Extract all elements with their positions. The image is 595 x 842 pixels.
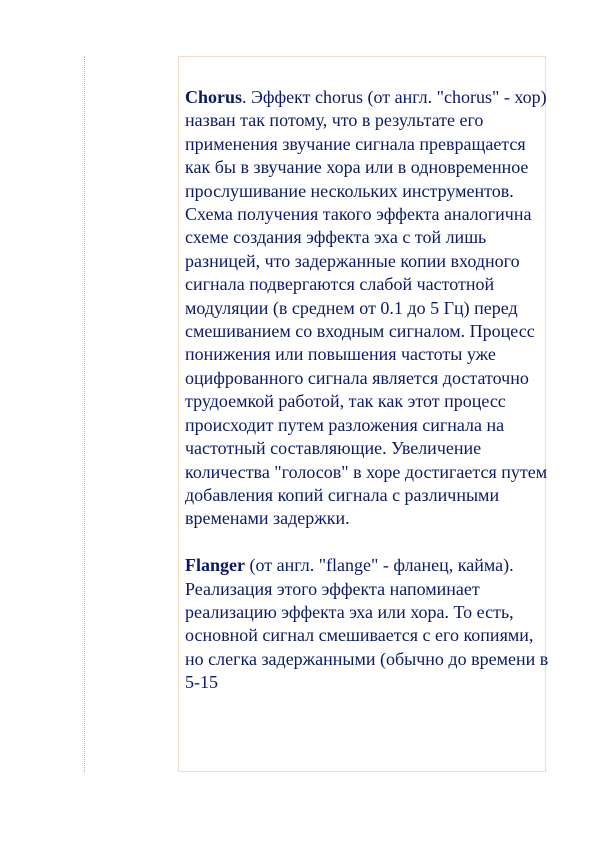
- term-flanger: Flanger: [185, 555, 245, 576]
- term-chorus: Chorus: [185, 87, 243, 107]
- paragraph-chorus-text: . Эффект chorus (от англ. "chorus" - хор) назван так потому, что в результате его применения звучание сигнала превращается как бы в звучание хора или в одновременное прослушивание нескольких инструментов. Схема получения такого эффекта аналогична схеме создания эффекта эха с той лишь разницей, что задержанные копии входного сигнала подвергаются слабой частотной модуляции (в среднем от 0.1 до 5 Гц) перед смешиванием со входным сигналом. Процесс понижения или повышения частоты уже оцифрованного сигнала является достаточно трудоемкой работой, так как этот процесс происходит путем разложения сигнала на частотный составляющие. Увеличение количества "голосов" в хоре достигается путем добавления копий сигнала с различными временами задержки.: [185, 87, 548, 529]
- paragraph-flanger-text: (от англ. "flange" - фланец, кайма). Реализация этого эффекта напоминает реализацию эффекта эха или хора. То есть, основной сигнал смешивается с его копиями, но слегка задержанными (обычно до времени в 5-15: [185, 555, 549, 693]
- text-body: [185, 86, 555, 695]
- paragraph-chorus: [185, 86, 555, 531]
- paragraph-flanger: [185, 554, 555, 694]
- margin-rule: [84, 56, 85, 772]
